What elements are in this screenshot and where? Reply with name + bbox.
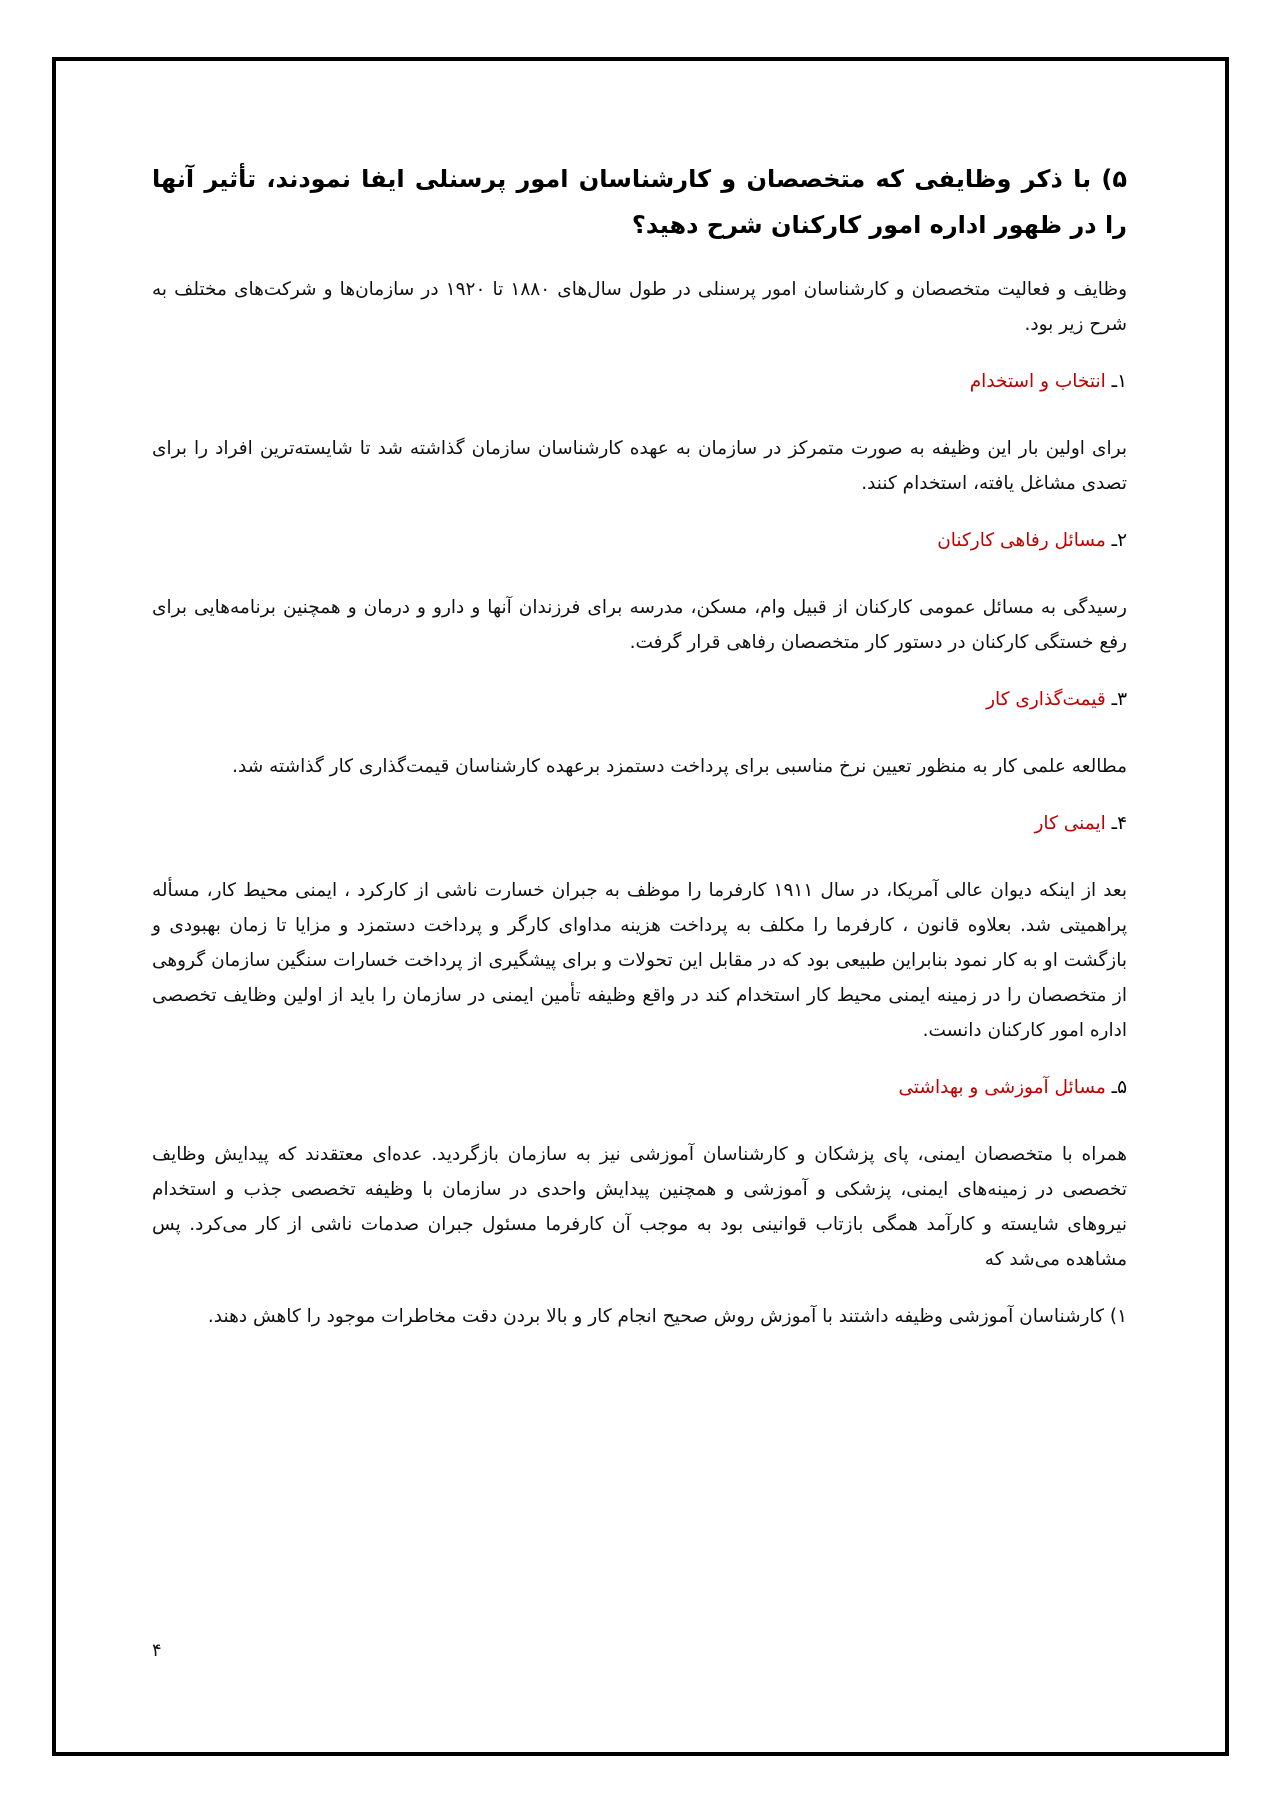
- intro-paragraph: وظایف و فعالیت متخصصان و کارشناسان امور پرسنلی در طول سال‌های ۱۸۸۰ تا ۱۹۲۰ در سازمان‌ها و شرکت‌های مختلف به شرح زیر بود.: [152, 279, 1128, 335]
- section-number: ۵ـ: [1105, 1077, 1127, 1098]
- section-title: قیمت‌گذاری کار: [986, 689, 1106, 710]
- section-title: ایمنی کار: [1034, 813, 1106, 834]
- section-paragraph: همراه با متخصصان ایمنی، پای پزشکان و کارشناسان آموزشی نیز به سازمان بازگردید. عده‌ای معتقدند که پیدایش وظایف تخصصی در زمینه‌های ایمنی، پزشکی و آموزشی و همچنین پیدایش واحدی در سازمان با وظیفه تخصصی جذب و استخدام نیروهای شایسته و کارآمد همگی بازتاب قوانینی بود به موجب آن کارفرما مسئول جبران صدمات ناشی از کار می‌کرد. پس مشاهده می‌شد که: [152, 1144, 1127, 1270]
- section-number: ۳ـ: [1105, 689, 1127, 710]
- section-heading-welfare: [152, 523, 1127, 558]
- section-paragraph: بعد از اینکه دیوان عالی آمریکا، در سال ۱۹۱۱ کارفرما را موظف به جبران خسارت ناشی از کارکرد ، ایمنی محیط کار، مسأله پراهمیتی شد. بعلاوه قانون ، کارفرما را مکلف به پرداخت هزینه مداوای کارگر و پرداخت دستمزد و مزایا تا زمان بهبودی و بازگشت او به کار نمود بنابراین طبیعی بود که در مقابل این تحولات و برای پیشگیری از پرداخت خسارات سنگین سازمان گروهی از متخصصان را در زمینه ایمنی محیط کار استخدام کند در واقع وظیفه تأمین ایمنی در سازمان را باید از اولین وظایف تخصصی اداره امور کارکنان دانست.: [152, 880, 1128, 1041]
- section-title: مسائل آموزشی و بهداشتی: [898, 1077, 1106, 1098]
- section-title: انتخاب و استخدام: [969, 371, 1106, 392]
- section-heading-selection: [152, 364, 1127, 399]
- section-heading-pricing: [152, 682, 1127, 717]
- section-heading-health: [152, 1070, 1127, 1105]
- section-title: مسائل رفاهی کارکنان: [937, 530, 1106, 551]
- section-paragraph: رسیدگی به مسائل عمومی کارکنان از قبیل وام، مسکن، مدرسه برای فرزندان آنها و دارو و درمان و همچنین برنامه‌هایی برای رفع خستگی کارکنان در دستور کار متخصصان رفاهی قرار گرفت.: [152, 597, 1127, 653]
- section-paragraph: ۱) کارشناسان آموزشی وظیفه داشتند با آموزش روش صحیح انجام کار و بالا بردن دقت مخاطرات موجود را کاهش دهند.: [207, 1306, 1127, 1327]
- page-number: ۴: [152, 1640, 162, 1661]
- document-body: [152, 156, 1127, 1356]
- section-heading-safety: [152, 806, 1127, 841]
- section-number: ۲ـ: [1105, 530, 1127, 551]
- section-paragraph: برای اولین بار این وظیفه به صورت متمرکز در سازمان به عهده کارشناسان سازمان گذاشته شد تا شایسته‌ترین افراد را برای تصدی مشاغل یافته، استخدام کنند.: [152, 438, 1127, 494]
- section-number: ۴ـ: [1105, 813, 1127, 834]
- question-heading: ۵) با ذکر وظایفی که متخصصان و کارشناسان امور پرسنلی ایفا نمودند، تأثیر آنها را در ظهور اداره امور کارکنان شرح دهید؟: [152, 165, 1127, 239]
- section-paragraph: مطالعه علمی کار به منظور تعیین نرخ مناسبی برای پرداخت دستمزد برعهده کارشناسان قیمت‌گذاری کار گذاشته شد.: [232, 756, 1127, 777]
- section-number: ۱ـ: [1105, 371, 1127, 392]
